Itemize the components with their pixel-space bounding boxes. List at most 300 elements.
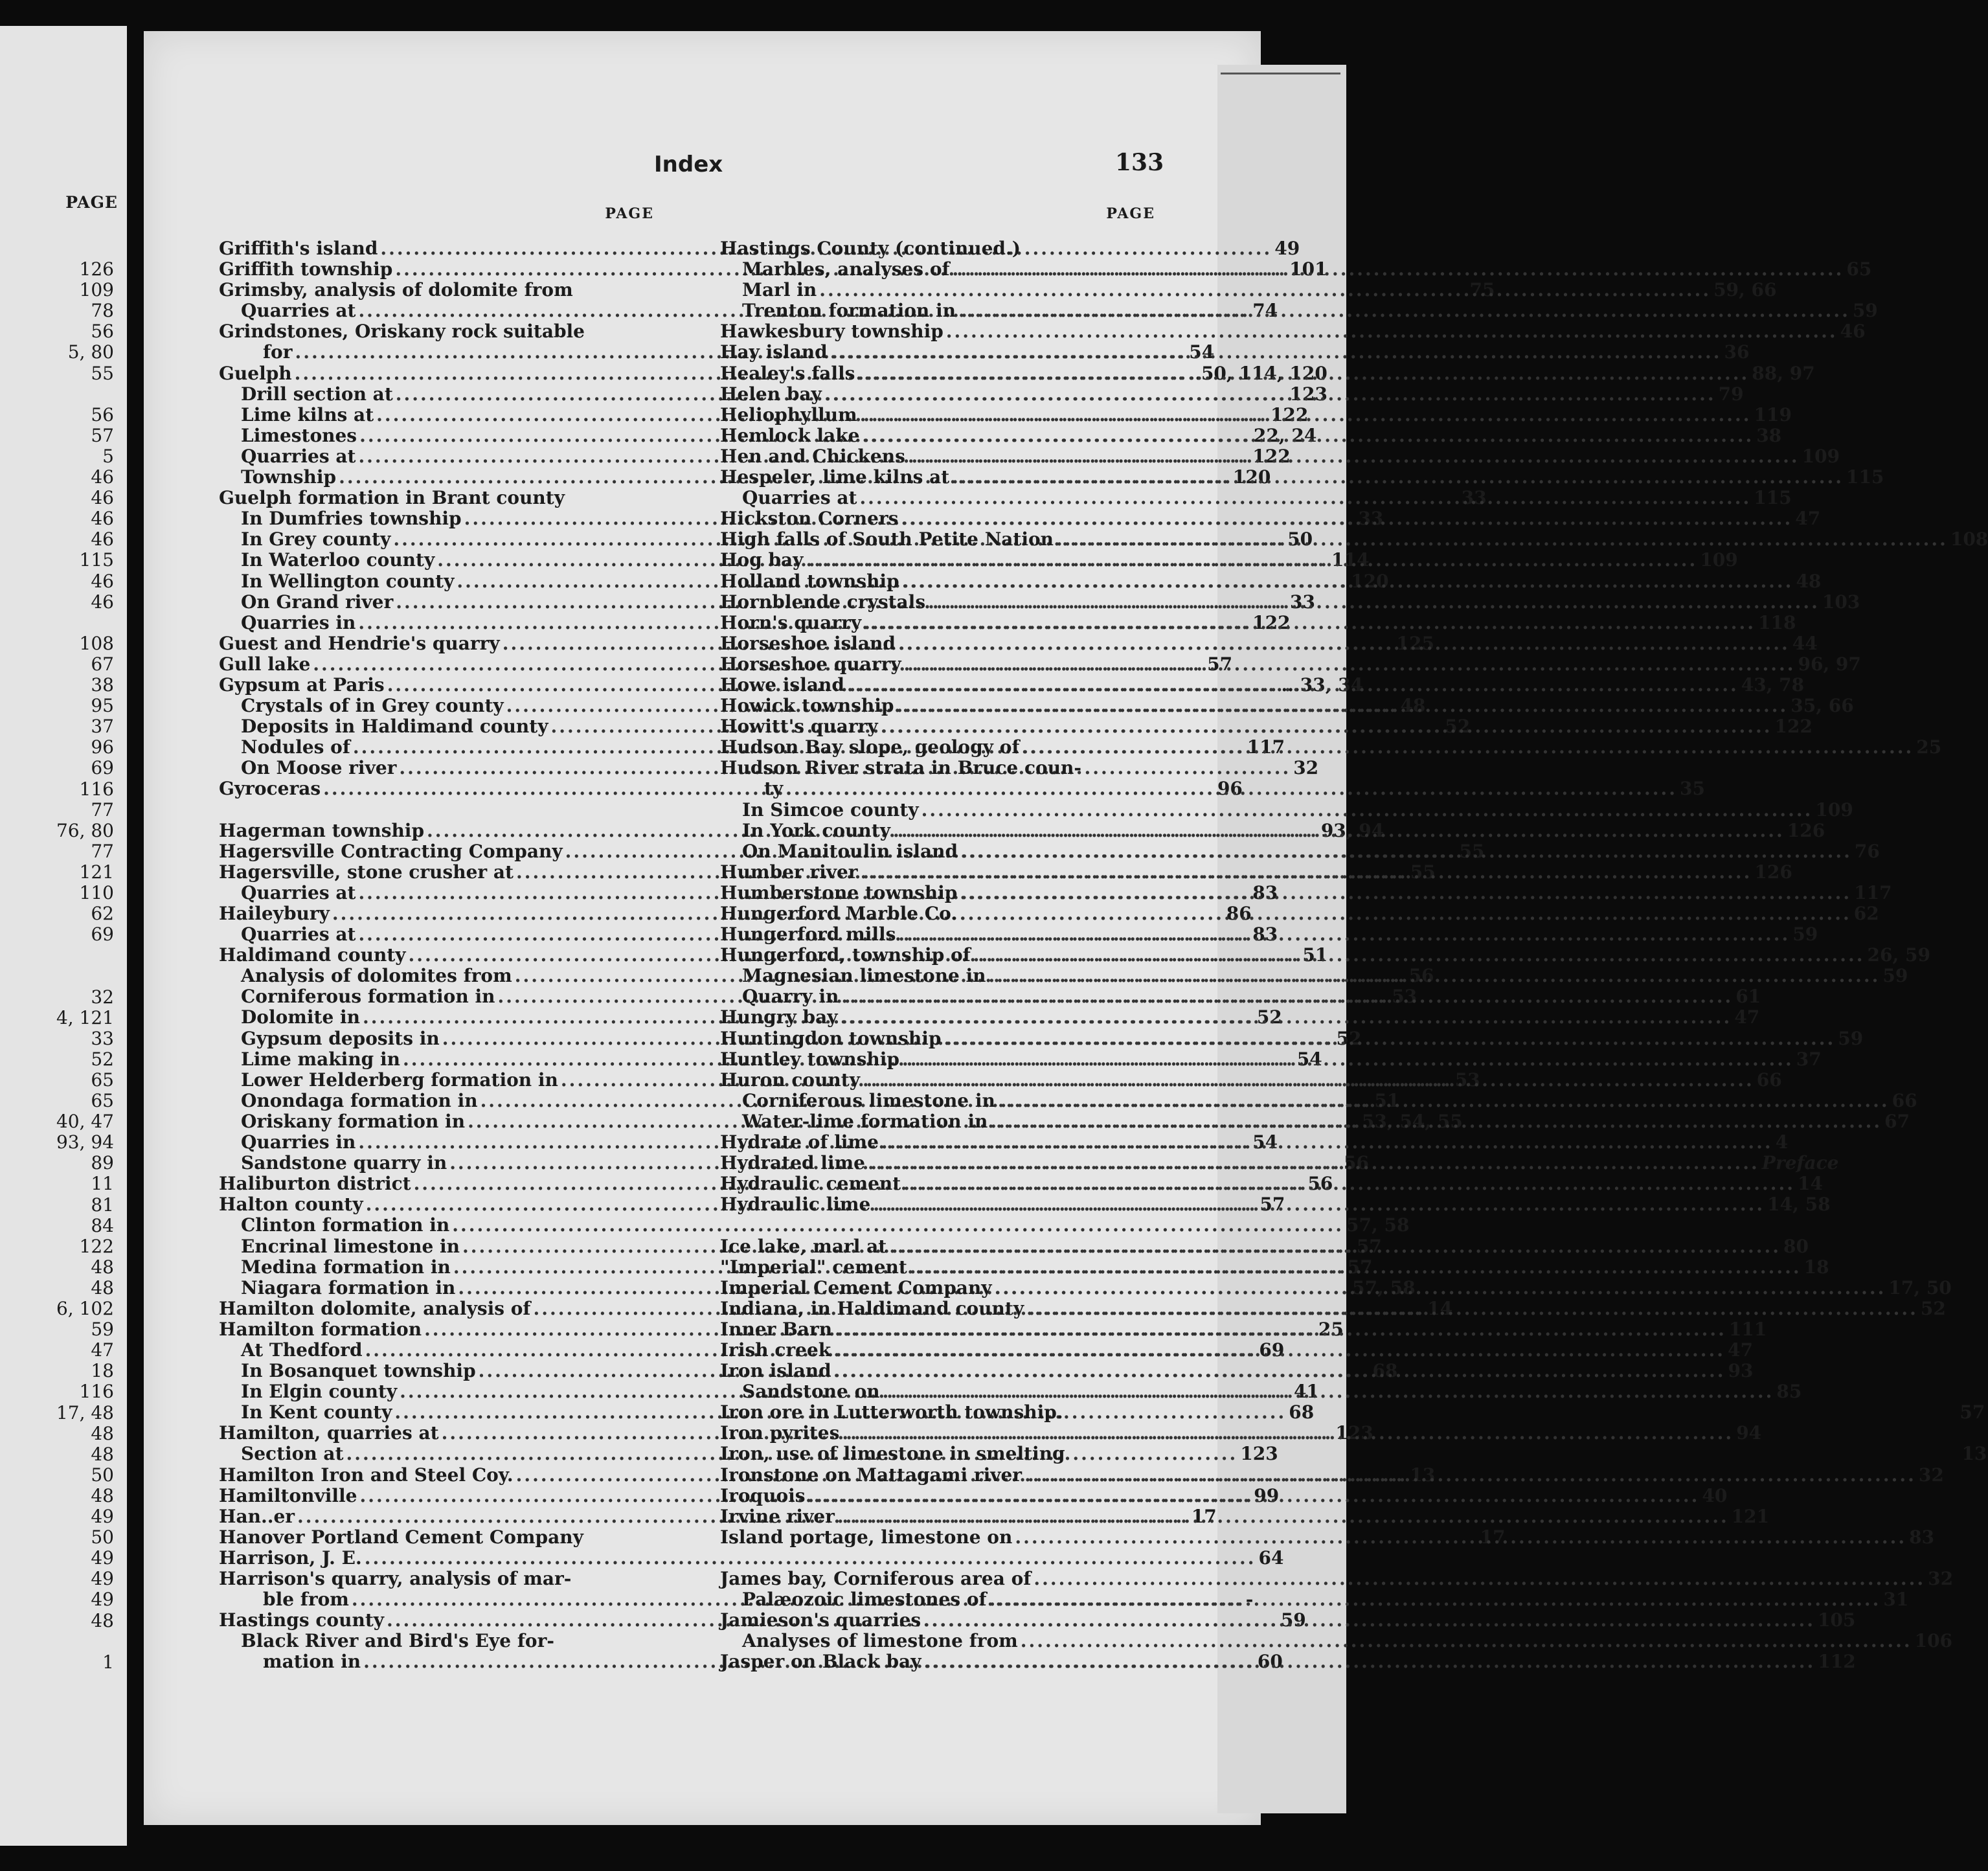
entry-term: Niagara formation in: [241, 1276, 456, 1298]
entry-term: Hemlock lake: [720, 424, 860, 446]
leader-dots: [899, 1049, 1796, 1070]
entry-term: On Moose river: [241, 757, 397, 779]
prev-page-number: 50: [91, 1526, 114, 1548]
entry-page-ref: 17: [1191, 1505, 1217, 1527]
entry-term: Healey's falls: [720, 362, 855, 384]
leader-dots: [839, 986, 1735, 1007]
entry-page-ref: 49: [1274, 238, 1300, 259]
prev-page-number: 32: [91, 986, 114, 1008]
entry-page-ref: 13: [1410, 1464, 1436, 1486]
entry-page-ref: 93: [1728, 1360, 1754, 1382]
entry-page-ref: 122: [1774, 716, 1813, 738]
prev-page-number: 81: [91, 1194, 114, 1216]
entry-term: Analyses of limestone from: [742, 1630, 1018, 1652]
entry-page-ref: 61: [1735, 986, 1761, 1008]
entry-page-ref: 51: [1302, 944, 1328, 966]
entry-page-ref: 74: [1252, 300, 1278, 322]
entry-term: Griffith's island: [219, 238, 378, 259]
entry-page-ref: 83: [1909, 1526, 1935, 1548]
entry-page-ref: 14: [1427, 1297, 1453, 1319]
entry-term: Jasper on Black bay: [720, 1651, 921, 1673]
entry-page-ref: 36: [1724, 341, 1750, 363]
entry-page-ref: 32: [1918, 1464, 1944, 1486]
entry-term: Inner Barn: [720, 1318, 833, 1340]
entry-term: Encrinal limestone in: [241, 1235, 460, 1257]
leader-dots: [957, 883, 1854, 903]
entry-term: Corniferous formation in: [241, 986, 495, 1008]
entry-page-ref: 125: [1396, 632, 1434, 654]
entry-term: Horseshoe island: [720, 632, 896, 654]
entry-term: Hog bay: [720, 549, 804, 571]
entry-page-ref: 99: [1254, 1484, 1280, 1506]
entry-term: Hamilton formation: [219, 1318, 422, 1340]
entry-term: Hungry bay: [720, 1006, 838, 1028]
entry-term: Grimsby, analysis of dolomite from: [219, 279, 573, 301]
entry-term: Nodules of: [241, 736, 350, 758]
leader-dots: [905, 446, 1802, 467]
entry-term: Guelph: [219, 362, 292, 384]
entry-page-ref: 33: [1290, 591, 1315, 613]
entry-term: Hydrated lime: [720, 1152, 865, 1174]
prev-page-number: 93, 94: [56, 1131, 114, 1153]
prev-page-number: 46: [91, 570, 114, 592]
entry-term: Clinton formation in: [241, 1214, 450, 1236]
entry-term: Horseshoe quarry: [720, 653, 901, 675]
prev-page-number: 48: [91, 1484, 114, 1506]
prev-page-number: 95: [91, 695, 114, 717]
prev-page-number: 108: [79, 632, 114, 654]
entry-page-ref: 54: [1252, 1131, 1278, 1153]
prev-page-number: 46: [91, 466, 114, 488]
entry-term: Quarries at: [742, 487, 857, 509]
entry-term: Hanover Portland Cement Company: [219, 1526, 583, 1548]
leader-dots: [949, 467, 1846, 488]
index-entry: [720, 799, 1853, 821]
leader-dots: [894, 696, 1790, 716]
entry-term: Ironstone on Mattagami river: [720, 1464, 1022, 1486]
leader-dots: [859, 425, 1756, 446]
prev-page-number: 89: [91, 1152, 114, 1174]
entry-page-ref: 59: [1792, 924, 1818, 946]
entry-page-ref: 32: [1293, 757, 1319, 779]
entry-term: Analysis of dolomites from: [241, 965, 512, 987]
entry-page-ref: 111: [1728, 1318, 1767, 1340]
prev-page-number: 48: [91, 1443, 114, 1465]
leader-dots: [1022, 1465, 1919, 1486]
leader-dots: [941, 1028, 1838, 1049]
entry-page-ref: 109: [1802, 445, 1840, 467]
entry-term: Quarries at: [241, 924, 356, 946]
entry-term: Marbles, analyses of: [742, 258, 950, 280]
entry-page-ref: 93, 94: [1320, 819, 1384, 841]
entry-term: High falls of South Petite Nation: [720, 528, 1054, 550]
entry-page-ref: 59: [1280, 1609, 1306, 1631]
entry-page-ref: 41: [1293, 1381, 1319, 1403]
entry-term: In Bosanquet township: [241, 1360, 476, 1382]
prev-page-number: 50: [91, 1464, 114, 1486]
entry-page-ref: 59: [1852, 300, 1878, 322]
entry-page-ref: 52: [1256, 1006, 1282, 1028]
leader-dots: [803, 550, 1700, 571]
entry-page-ref: 67: [1884, 1110, 1910, 1132]
entry-term: ble from: [263, 1589, 349, 1611]
entry-page-ref: 48: [1796, 570, 1822, 592]
entry-term: Irish creek: [720, 1339, 831, 1361]
entry-term: ty: [764, 778, 784, 800]
entry-term: Hungerford mills: [720, 924, 896, 946]
prev-page-number: 65: [91, 1090, 114, 1111]
entry-term: Irvine river: [720, 1505, 835, 1527]
leader-dots: [857, 488, 1754, 508]
entry-page-ref: 123: [1289, 383, 1327, 405]
leader-dots: [880, 1381, 1777, 1402]
entry-page-ref: 123: [1240, 1443, 1278, 1465]
entry-page-ref: 57: [1207, 653, 1233, 675]
entry-term: Hudson Bay slope, geology of: [720, 736, 1020, 758]
entry-term: Medina formation in: [241, 1256, 451, 1278]
leader-dots: [860, 1070, 1757, 1091]
entry-term: Heliophyllum: [720, 403, 857, 425]
prev-page-number: 48: [91, 1609, 114, 1631]
entry-page-ref: 120: [1351, 570, 1389, 592]
entry-term: Corniferous limestone in: [742, 1089, 995, 1111]
prev-page-number: 38: [91, 674, 114, 696]
entry-page-ref: 122: [1252, 445, 1291, 467]
entry-term: Jamieson's quarries: [720, 1609, 921, 1631]
entry-term: Gull lake: [219, 653, 311, 675]
entry-term: Section at: [241, 1443, 344, 1465]
entry-term: Quarries at: [241, 881, 356, 903]
entry-term: Crystals of in Grey county: [241, 695, 504, 717]
index-entry: [219, 1569, 654, 1589]
entry-term: Indiana, in Haldimand county: [720, 1297, 1024, 1319]
entry-page-ref: 123: [1335, 1422, 1373, 1444]
entry-page-ref: 25: [1318, 1318, 1344, 1340]
column-heading-page: PAGE: [1106, 205, 1155, 222]
entry-page-ref: 126: [1787, 819, 1825, 841]
entry-term: Lime making in: [241, 1048, 400, 1070]
entry-page-ref: 122: [1252, 611, 1291, 633]
entry-term: Hungerford Marble Co.: [720, 903, 957, 924]
entry-term: Hamilton Iron and Steel Coy.: [219, 1464, 514, 1486]
entry-term: Hornblende crystals: [720, 591, 926, 613]
entry-page-ref: 52: [1445, 716, 1471, 738]
entry-page-ref: -: [1245, 1589, 1254, 1611]
entry-term: Huntley township: [720, 1048, 899, 1070]
entry-page-ref: 56: [1408, 965, 1434, 987]
leader-dots: [919, 800, 1816, 821]
entry-page-ref: 66: [1892, 1089, 1917, 1111]
prev-page-number: 46: [91, 508, 114, 530]
entry-page-ref: 114: [1331, 549, 1370, 571]
leader-dots: [887, 1236, 1783, 1257]
entry-term: At Thedford: [241, 1339, 363, 1361]
entry-page-ref: 118: [1757, 611, 1796, 633]
entry-page-ref: 57: [1259, 1194, 1285, 1216]
prev-page-number: 59: [91, 1319, 114, 1341]
entry-term: Imperial Cement Company: [720, 1276, 992, 1298]
entry-term: Deposits in Haldimand county: [241, 716, 548, 738]
prev-page-number: 65: [91, 1069, 114, 1091]
prev-page-number: 49: [91, 1506, 114, 1527]
index-entry: [720, 1589, 1909, 1611]
leader-dots: [835, 1506, 1732, 1527]
entry-term: Gypsum at Paris: [219, 674, 385, 696]
entry-term: Gyroceras: [219, 778, 321, 800]
prev-page-number: 6, 102: [56, 1298, 114, 1319]
prev-page-number: 84: [91, 1214, 114, 1236]
entry-term: Harrison, J. E.: [219, 1547, 362, 1569]
entry-page-ref: 47: [1795, 508, 1821, 530]
prev-page-number: 49: [91, 1589, 114, 1611]
entry-term: Hydraulic lime: [720, 1194, 871, 1216]
entry-page-ref: 26, 59: [1867, 944, 1930, 966]
leader-dots: [921, 1651, 1818, 1672]
entry-page-ref: 112: [1818, 1651, 1856, 1673]
entry-page-ref: 53: [1392, 986, 1418, 1008]
leader-dots: [858, 862, 1755, 883]
entry-term: Hydraulic cement: [720, 1173, 901, 1195]
entry-term: Humber river: [720, 861, 858, 883]
entry-term: Quarry in: [742, 986, 839, 1008]
entry-term: Howitt's quarry: [720, 716, 878, 738]
leader-dots: [958, 841, 1855, 862]
index-entry: [219, 1214, 1410, 1236]
entry-term: Haldimand county: [219, 944, 406, 966]
entry-term: Island portage, limestone on: [720, 1526, 1013, 1548]
entry-term: Hagersville, stone crusher at: [219, 861, 514, 883]
entry-term: Palæozoic limestones of: [742, 1589, 987, 1611]
entry-term: Haliburton district: [219, 1173, 411, 1195]
prev-page-number: 48: [91, 1256, 114, 1278]
entry-page-ref: 56: [1343, 1152, 1369, 1174]
leader-dots: [957, 903, 1854, 924]
leader-dots: [878, 716, 1775, 737]
leader-dots: [986, 966, 1883, 986]
page-title: Index: [654, 152, 723, 177]
leader-dots: [901, 654, 1798, 675]
index-entry: [720, 238, 1155, 259]
prev-page-number: 49: [91, 1568, 114, 1590]
page-edge-line: [1221, 73, 1340, 74]
leader-dots: [899, 571, 1796, 592]
entry-term: Guest and Hendrie's quarry: [219, 632, 500, 654]
prev-page-number: 77: [91, 799, 114, 821]
entry-term: Huntingdon township: [720, 1027, 942, 1049]
entry-term: Horn's quarry: [720, 611, 862, 633]
entry-page-ref: 65: [1846, 258, 1872, 280]
entry-term: On Grand river: [241, 591, 394, 613]
entry-page-ref: 31: [1883, 1589, 1909, 1611]
leader-dots: [783, 778, 1680, 799]
index-entry: [720, 1568, 1954, 1589]
entry-term: Hungerford, township of: [720, 944, 971, 966]
leader-dots: [828, 342, 1724, 363]
entry-page-ref: 40: [1702, 1484, 1728, 1506]
prev-page-number: 46: [91, 591, 114, 613]
entry-term: Sandstone quarry in: [241, 1152, 447, 1174]
prev-page-number: 110: [79, 882, 114, 903]
entry-term: In Grey county: [241, 528, 391, 550]
entry-term: In Simcoe county: [742, 799, 919, 821]
prev-page-number: 56: [91, 321, 114, 343]
entry-page-ref: 79: [1718, 383, 1744, 405]
entry-term: Hamilton, quarries at: [219, 1422, 439, 1444]
prev-page-number: 116: [79, 1381, 114, 1403]
prev-page-number: 47: [91, 1339, 114, 1361]
entry-term: Quarries in: [241, 1131, 356, 1153]
prev-page-number: 57: [91, 424, 114, 446]
entry-page-ref: 108: [1950, 528, 1988, 550]
entry-term: Hastings county: [219, 1609, 385, 1631]
index-entry: [720, 758, 1155, 778]
entry-page-ref: 106: [1914, 1630, 1953, 1652]
prev-page-number: 67: [91, 653, 114, 675]
entry-term: Huron county: [720, 1069, 860, 1091]
leader-dots: [971, 945, 1868, 966]
entry-page-ref: 57: [1960, 1401, 1985, 1423]
prev-page-number: 40, 47: [56, 1111, 114, 1133]
entry-page-ref: ...33, 34: [1281, 674, 1364, 696]
entry-term: Onondaga formation in: [241, 1089, 478, 1111]
entry-page-ref: 96: [1217, 778, 1243, 800]
entry-term: "Imperial" cement: [720, 1256, 907, 1278]
entry-page-ref: 88, 97: [1752, 362, 1815, 384]
prev-page-number: 5, 80: [67, 341, 114, 363]
entry-term: Iron pyrites: [720, 1422, 840, 1444]
entry-page-ref: Preface: [1761, 1152, 1839, 1174]
prev-page-number: 126: [79, 258, 114, 280]
entry-page-ref: 69: [1259, 1339, 1285, 1361]
entry-term: Harrison's quarry, analysis of mar-: [219, 1568, 572, 1589]
entry-page-ref: 57, 58: [1346, 1214, 1410, 1236]
prev-page-number: 46: [91, 528, 114, 550]
previous-page-edge: [0, 26, 127, 1846]
entry-term: Hen and Chickens: [720, 445, 905, 467]
entry-page-ref: 115: [1846, 466, 1884, 488]
entry-page-ref: 94: [1736, 1422, 1762, 1444]
leader-dots: [879, 1132, 1776, 1153]
prev-page-number: 56: [91, 403, 114, 425]
prev-page-number: 37: [91, 716, 114, 738]
entry-page-ref: 117: [1854, 881, 1892, 903]
leader-dots: [898, 508, 1795, 529]
entry-page-ref: 85: [1776, 1381, 1802, 1403]
entry-page-ref: 109: [1815, 799, 1853, 821]
entry-page-ref: 109: [1700, 549, 1738, 571]
leader-dots: [950, 259, 1847, 280]
entry-page-ref: 47: [1727, 1339, 1753, 1361]
entry-page-ref: ..50, 114, 120: [1188, 362, 1327, 384]
leader-dots: [995, 1091, 1892, 1111]
entry-term: Black River and Bird's Eye for-: [241, 1630, 554, 1652]
entry-page-ref: 43, 78: [1741, 674, 1805, 696]
entry-page-ref: 53, 54, 55: [1361, 1110, 1463, 1132]
entry-page-ref: 105: [1817, 1609, 1856, 1631]
leader-dots: [857, 405, 1754, 425]
leader-dots: [817, 280, 1713, 300]
entry-term: Grindstones, Oriskany rock suitable: [219, 321, 585, 343]
entry-term: Hagerman township: [219, 819, 425, 841]
page-number: 133: [1115, 149, 1164, 176]
prev-page-number: 96: [91, 736, 114, 758]
entry-page-ref: 13: [1961, 1443, 1987, 1465]
entry-page-ref: 115: [1754, 487, 1792, 509]
leader-dots: [907, 1257, 1804, 1278]
entry-term: Hudson River strata in Bruce coun-: [720, 757, 1082, 779]
entry-page-ref: 126: [1754, 861, 1792, 883]
entry-page-ref: 68: [1289, 1401, 1315, 1423]
entry-term: Haileybury: [219, 903, 330, 924]
entry-term: Hydrate of lime: [720, 1131, 879, 1153]
entry-page-ref: 103: [1822, 591, 1860, 613]
prev-page-number: 62: [91, 903, 114, 925]
leader-dots: [1024, 1298, 1921, 1319]
prev-page-number: 77: [91, 840, 114, 862]
entry-term: James bay, Corniferous area of: [720, 1568, 1032, 1589]
entry-page-ref: 52: [1920, 1297, 1946, 1319]
entry-page-ref: 17, 50: [1888, 1276, 1952, 1298]
entry-page-ref: 101: [1289, 258, 1327, 280]
prev-page-number: 122: [79, 1235, 114, 1257]
entry-term: Hickston Corners: [720, 508, 899, 530]
leader-dots: [855, 363, 1752, 384]
entry-page-ref: 122: [1270, 403, 1309, 425]
entry-page-ref: 55: [1459, 840, 1485, 862]
prev-page-number: 69: [91, 924, 114, 946]
entry-page-ref: 86: [1226, 903, 1252, 924]
entry-term: Trenton formation in: [742, 300, 956, 322]
leader-dots: [896, 633, 1792, 654]
entry-term: Iron ore in Lutterworth township.: [720, 1401, 1063, 1423]
entry-term: Sandstone on: [742, 1381, 880, 1403]
entry-term: Quarries at: [241, 445, 356, 467]
leader-dots: [1054, 529, 1950, 550]
leader-dots: [865, 1153, 1762, 1174]
entry-term: Howick township: [720, 695, 894, 717]
entry-page-ref: 75: [1469, 279, 1495, 301]
prev-page-number: 115: [79, 549, 114, 571]
entry-page-ref: 57: [1347, 1256, 1373, 1278]
entry-page-ref: 120: [1232, 466, 1271, 488]
entry-term: Magnesian limestone in: [742, 965, 986, 987]
entry-page-ref: 76: [1854, 840, 1880, 862]
entry-term: Hagersville Contracting Company: [219, 840, 563, 862]
entry-term: Helen bay: [720, 383, 822, 405]
entry-term: In Waterloo county: [241, 549, 435, 571]
entry-page-ref: 55: [1410, 861, 1436, 883]
entry-term: On Manitoulin island: [742, 840, 958, 862]
entry-page-ref: 14, 58: [1767, 1194, 1831, 1216]
prev-page-number: 4, 121: [56, 1006, 114, 1028]
prev-page-number: 48: [91, 1422, 114, 1444]
entry-term: Iron island: [720, 1360, 831, 1382]
leader-dots: [806, 1486, 1702, 1506]
prev-page-number: 18: [91, 1360, 114, 1382]
index-entry: [219, 1631, 654, 1651]
entry-page-ref: 117: [1247, 736, 1285, 758]
entry-term: In Elgin county: [241, 1381, 398, 1403]
entry-term: Hespeler, lime kilns at: [720, 466, 950, 488]
index-entry: [720, 321, 1866, 343]
entry-term: Dolomite in: [241, 1006, 361, 1028]
entry-page-ref: 33: [1358, 508, 1384, 530]
entry-term: Oriskany formation in: [241, 1110, 466, 1132]
leader-dots: [1031, 1569, 1928, 1589]
entry-page-ref: 121: [1731, 1505, 1770, 1527]
entry-term: Halton county: [219, 1194, 363, 1216]
entry-page-ref: 59: [1838, 1027, 1864, 1049]
